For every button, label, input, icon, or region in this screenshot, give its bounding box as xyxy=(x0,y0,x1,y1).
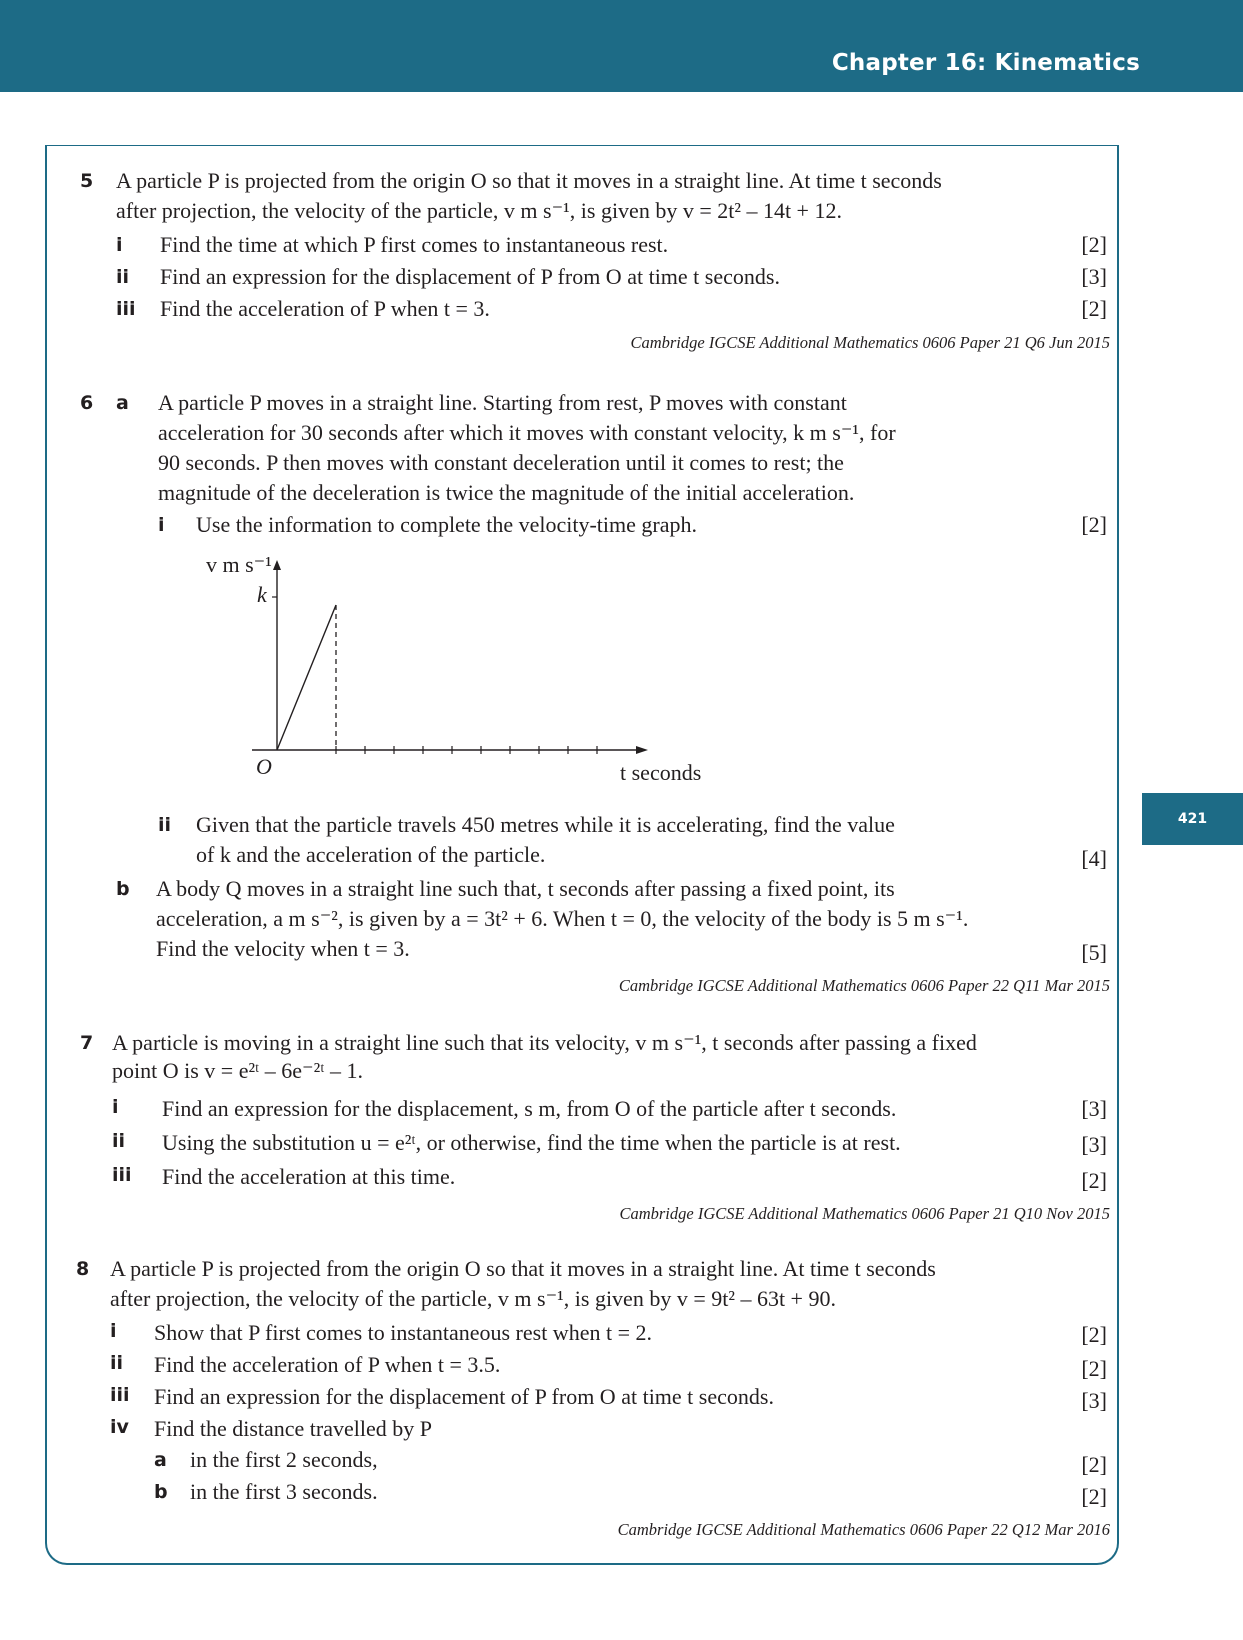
part-label: i xyxy=(112,1096,119,1118)
part-label: i xyxy=(116,234,123,256)
part-text: acceleration for 30 seconds after which it moves with constant velocity, k m s⁻¹, for xyxy=(158,420,896,445)
part-text: Using the substitution u = e²ᵗ, or otherwise, find the time when the particle is at rest. xyxy=(162,1130,901,1155)
x-axis-arrow xyxy=(636,746,648,754)
part-text: Find the distance travelled by P xyxy=(154,1416,432,1441)
question-number: 8 xyxy=(76,1258,90,1280)
part-text: Show that P first comes to instantaneous rest when t = 2. xyxy=(154,1320,652,1345)
question-text: A particle P is projected from the origin O so that it moves in a straight line. At time t seconds xyxy=(110,1256,936,1281)
source-citation: Cambridge IGCSE Additional Mathematics 0606 Paper 22 Q12 Mar 2016 xyxy=(617,1520,1110,1539)
subpart-text: in the first 2 seconds, xyxy=(190,1447,378,1472)
x-axis-label: t seconds xyxy=(620,760,702,785)
mark: [3] xyxy=(1081,1096,1107,1121)
chapter-title: Chapter 16: Kinematics xyxy=(831,50,1140,76)
mark: [2] xyxy=(1081,1452,1107,1477)
subpart-label: a xyxy=(154,1449,167,1471)
subpart-label: b xyxy=(154,1481,168,1503)
question-text: after projection, the velocity of the particle, v m s⁻¹, is given by v = 2t² – 14t + 12. xyxy=(116,198,842,223)
part-label: iii xyxy=(116,298,136,320)
part-label: ii xyxy=(110,1352,124,1374)
mark: [5] xyxy=(1081,940,1107,965)
header-bar xyxy=(0,0,1243,92)
part-label: ii xyxy=(112,1130,126,1152)
y-axis-label: v m s⁻¹ xyxy=(206,552,272,577)
question-number: 5 xyxy=(80,170,94,192)
subpart-text: Use the information to complete the velocity-time graph. xyxy=(196,512,697,537)
mark: [3] xyxy=(1081,1388,1107,1413)
mark: [3] xyxy=(1081,264,1107,289)
mark: [2] xyxy=(1081,1168,1107,1193)
part-label: i xyxy=(110,1320,117,1342)
part-label: iv xyxy=(110,1416,129,1438)
part-label: iii xyxy=(112,1164,132,1186)
mark: [2] xyxy=(1081,512,1107,537)
part-text: magnitude of the deceleration is twice the magnitude of the initial acceleration. xyxy=(158,480,855,505)
part-text: Find the acceleration of P when t = 3.5. xyxy=(154,1352,501,1377)
part-text: Find the acceleration of P when t = 3. xyxy=(160,296,490,321)
source-citation: Cambridge IGCSE Additional Mathematics 0606 Paper 22 Q11 Mar 2015 xyxy=(618,976,1110,995)
acceleration-line xyxy=(277,605,336,750)
y-axis-arrow xyxy=(273,560,281,570)
subpart-label: i xyxy=(158,514,165,536)
part-text: acceleration, a m s⁻², is given by a = 3t² + 6. When t = 0, the velocity of the body is 5 m s⁻¹. xyxy=(156,906,969,931)
subpart-label: ii xyxy=(158,814,172,836)
source-citation: Cambridge IGCSE Additional Mathematics 0606 Paper 21 Q10 Nov 2015 xyxy=(619,1204,1110,1223)
question-text: point O is v = e²ᵗ – 6e⁻²ᵗ – 1. xyxy=(112,1058,363,1083)
subpart-text: in the first 3 seconds. xyxy=(190,1479,378,1504)
question-number: 7 xyxy=(80,1032,94,1054)
subpart-text: of k and the acceleration of the particle. xyxy=(196,842,546,867)
part-text: A particle P moves in a straight line. Starting from rest, P moves with constant xyxy=(158,390,847,415)
part-text: Find the acceleration at this time. xyxy=(162,1164,456,1189)
mark: [3] xyxy=(1081,1132,1107,1157)
page-number: 421 xyxy=(1177,811,1208,827)
question-text: A particle P is projected from the origin O so that it moves in a straight line. At time t seconds xyxy=(116,168,942,193)
part-label: a xyxy=(116,392,129,414)
question-text: A particle is moving in a straight line such that its velocity, v m s⁻¹, t seconds after passing a fixed xyxy=(112,1030,977,1055)
mark: [2] xyxy=(1081,1322,1107,1347)
mark: [2] xyxy=(1081,1356,1107,1381)
origin-label: O xyxy=(256,754,272,779)
part-label: b xyxy=(116,878,130,900)
part-text: Find an expression for the displacement of P from O at time t seconds. xyxy=(160,264,780,289)
question-number: 6 xyxy=(80,392,94,414)
mark: [2] xyxy=(1081,296,1107,321)
part-label: iii xyxy=(110,1384,130,1406)
mark: [2] xyxy=(1081,1484,1107,1509)
source-citation: Cambridge IGCSE Additional Mathematics 0606 Paper 21 Q6 Jun 2015 xyxy=(630,333,1110,352)
part-text: Find the velocity when t = 3. xyxy=(156,936,410,961)
subpart-text: Given that the particle travels 450 metres while it is accelerating, find the value xyxy=(196,812,895,837)
part-text: Find an expression for the displacement of P from O at time t seconds. xyxy=(154,1384,774,1409)
part-text: Find the time at which P first comes to instantaneous rest. xyxy=(160,232,669,257)
page-number-tab xyxy=(1142,793,1243,845)
part-text: A body Q moves in a straight line such that, t seconds after passing a fixed point, its xyxy=(156,876,895,901)
part-label: ii xyxy=(116,266,130,288)
part-text: Find an expression for the displacement, s m, from O of the particle after t seconds. xyxy=(162,1096,897,1121)
velocity-time-graph xyxy=(200,552,720,795)
part-text: 90 seconds. P then moves with constant deceleration until it comes to rest; the xyxy=(158,450,844,475)
k-label: k xyxy=(257,582,267,607)
mark: [4] xyxy=(1081,846,1107,871)
mark: [2] xyxy=(1081,232,1107,257)
question-text: after projection, the velocity of the particle, v m s⁻¹, is given by v = 9t² – 63t + 90. xyxy=(110,1286,836,1311)
